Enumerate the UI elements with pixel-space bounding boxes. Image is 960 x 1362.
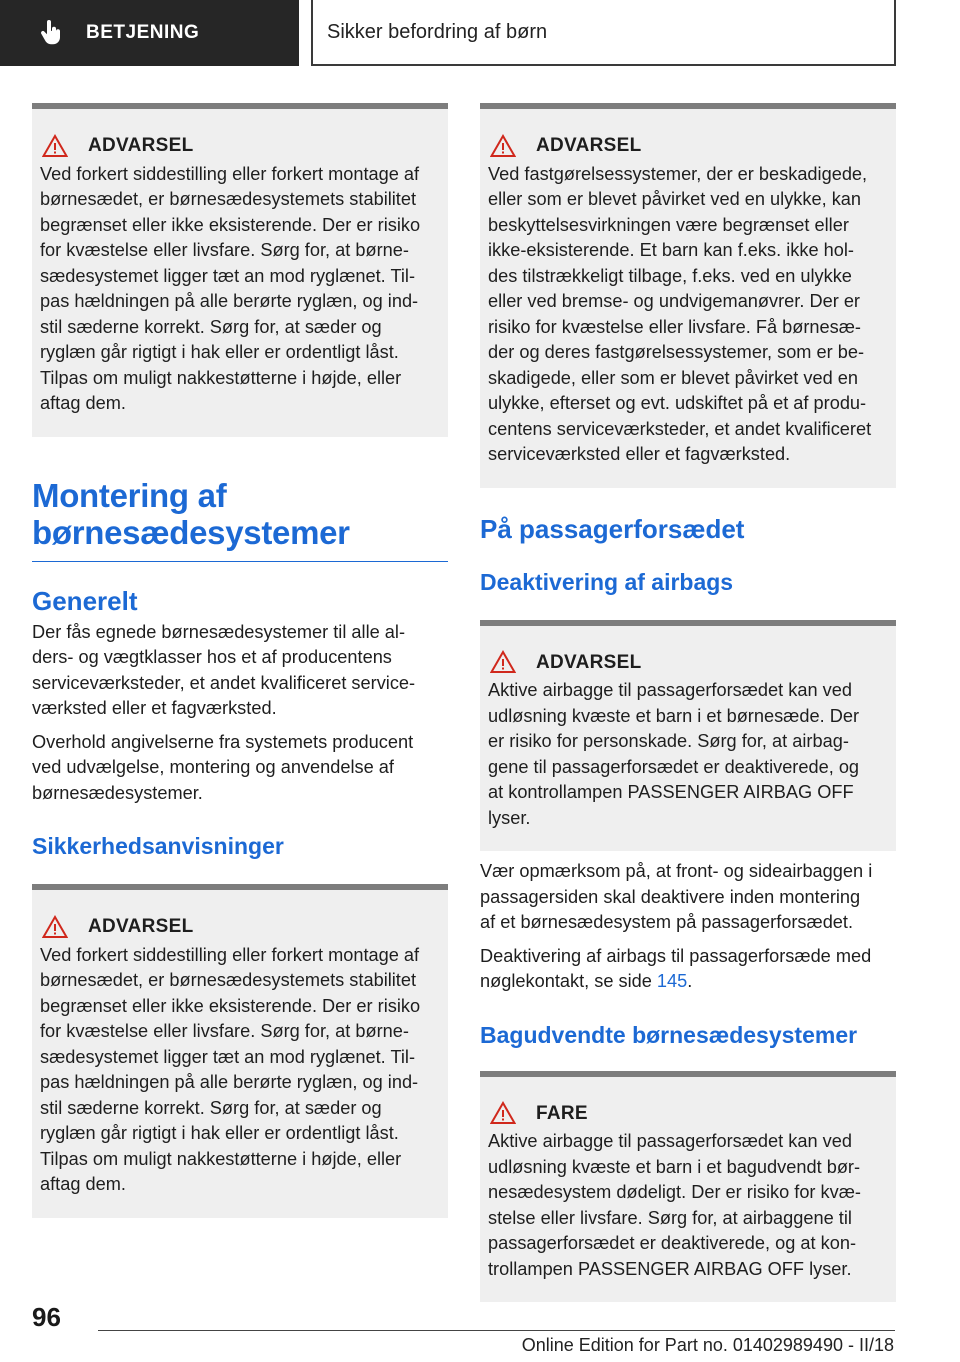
hand-pointer-icon <box>40 19 64 47</box>
right-column <box>480 103 896 1302</box>
warning-text: Ved forkert siddestilling eller forkert montage af børnesædet, er børnesædesystemets stabilitet begrænset eller ikke eksisterende. Der er risiko for kvæstelse eller livsfare. Sørg for, at børne‐ sædesystemet ligger tæt an mod ryglænet. Til‐ pas hældningen på alle berørte ryglæn, og ind‐ stil sæderne korrekt. Sørg for, at sæder og ryglæn går rigtigt i hak eller er ordentligt låst. Tilpas om muligt nakkestøtterne i højde, eller aftag dem. <box>40 163 421 413</box>
danger-text: Aktive airbagge til passagerforsædet kan ved udløsning kvæste et barn i et bagudvendt bør‐ nesædesystem dødeligt. Der er risiko for kvæ‐ stelse eller livsfare. Sørg for, at airbaggene til passagerforsædet er deaktiverede, og at kon‐ trollampen PASSENGER AIRBAG OFF lyser. <box>488 1131 861 1279</box>
page-number: 96 <box>32 1302 61 1332</box>
section-heading: Montering af børnesædesystemer <box>32 477 448 562</box>
header-section-tab <box>0 0 299 66</box>
warning-text: Ved fastgørelsessystemer, der er beskadigede, eller som er blevet påvirket ved en ulykke, kan beskyttelsesvirkningen være begrænset eller ikke-eksisterende. Et barn kan f.eks. ikke hol‐ des tilstrækkeligt tilbage, f.eks. ved en ulykke eller ved bremse- og undvigemanøvrer. Der er risiko for kvæstelse eller livsfare. Få børnesæ‐ der og deres fastgørelsessystemer, som er be‐ skadigede, eller som er blevet påvirket ved en ulykke, efterset og evt. udskiftet på et af produ‐ centens serviceværksteder, et andet kvalificeret serviceværksted eller et fagværksted. <box>488 163 872 464</box>
warning-triangle-icon <box>490 650 516 674</box>
warning-label: ADVARSEL <box>88 916 194 937</box>
warning-box <box>480 620 896 852</box>
warning-triangle-icon <box>42 915 68 939</box>
section-label: BETJENING <box>86 22 200 43</box>
left-column <box>32 103 448 1218</box>
subheading-bagudvendte: Bagudvendte børnesædesystemer <box>480 1021 858 1048</box>
warning-label: ADVARSEL <box>536 135 642 156</box>
danger-box <box>480 1071 896 1303</box>
warning-triangle-icon <box>490 134 516 158</box>
footer-edition: Online Edition for Part no. 01402989490 - II/18 <box>521 1335 894 1355</box>
warning-triangle-icon <box>42 134 68 158</box>
paragraph: Vær opmærksom på, at front- og sideairbaggen i passagersiden skal deaktivere inden montering af et børnesædesystem på passagerforsædet. <box>480 861 873 932</box>
warning-label: ADVARSEL <box>88 135 194 156</box>
warning-text: Ved forkert siddestilling eller forkert montage af børnesædet, er børnesædesystemets stabilitet begrænset eller ikke eksisterende. Der er risiko for kvæstelse eller livsfare. Sørg for, at børne‐ sædesystemet ligger tæt an mod ryglænet. Til‐ pas hældningen på alle berørte ryglæn, og ind‐ stil sæderne korrekt. Sørg for, at sæder og ryglæn går rigtigt i hak eller er ordentligt låst. Tilpas om muligt nakkestøtterne i højde, eller aftag dem. <box>40 944 421 1194</box>
warning-box <box>32 884 448 1218</box>
warning-label: ADVARSEL <box>536 651 642 673</box>
subheading-sikkerhed: Sikkerhedsanvisninger <box>32 833 284 859</box>
paragraph-text: Deaktivering af airbags til passagerforsæde med nøglekontakt, se side <box>480 945 872 991</box>
footer-divider <box>98 1330 895 1331</box>
paragraph: Der fås egnede børnesædesystemer til alle al‐ ders- og vægtklasser hos et af producentens serviceværksteder, et andet kvalificeret service‐ værksted eller et fagværksted. <box>32 621 416 718</box>
subheading-deaktivering: Deaktivering af airbags <box>480 568 734 595</box>
chapter-title <box>311 0 896 66</box>
paragraph: Overhold angivelserne fra systemets producent ved udvælgelse, montering og anvendelse af børnesædesystemer. <box>32 731 414 803</box>
warning-text: Aktive airbagge til passagerforsædet kan ved udløsning kvæste et barn i et børnesæde. Der er risiko for personskade. Sørg for, at airbag‐ gene til passagerforsædet er deaktiverede, og at kontrollampen PASSENGER AIRBAG OFF lyser. <box>488 680 860 828</box>
paragraph <box>480 944 896 995</box>
warning-box <box>32 103 448 437</box>
subheading-generelt: Generelt <box>32 585 138 616</box>
page-reference-link[interactable]: 145 <box>656 971 688 991</box>
paragraph-end: . <box>687 971 693 991</box>
chapter-title-text: Sikker befordring af børn <box>327 20 548 43</box>
subheading-passager: På passagerforsædet <box>480 513 745 544</box>
danger-label: FARE <box>536 1102 588 1124</box>
warning-triangle-icon <box>490 1101 516 1125</box>
warning-box <box>480 103 896 488</box>
